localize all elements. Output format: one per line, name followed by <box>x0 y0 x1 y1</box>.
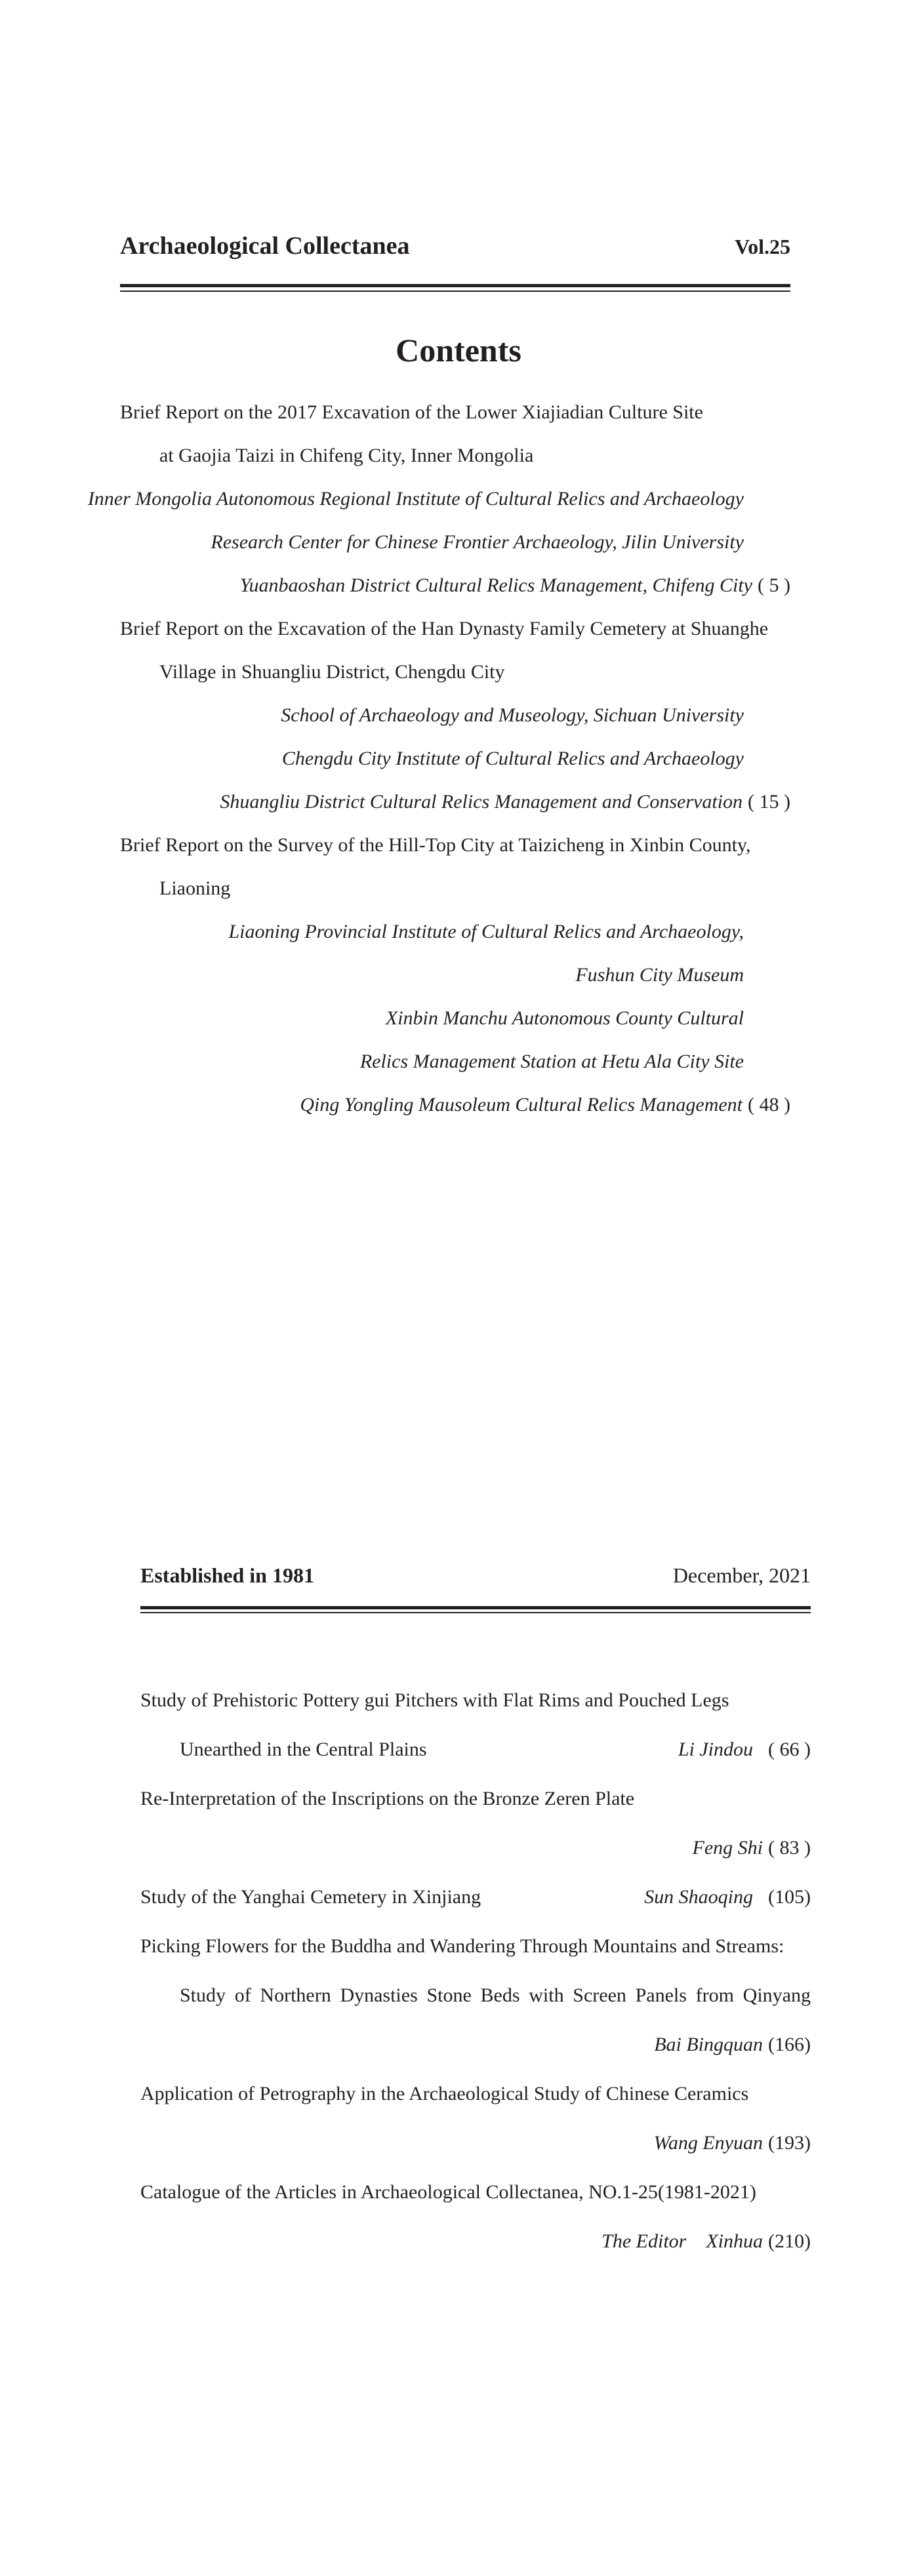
header-rule-thick <box>120 284 790 287</box>
article-author-with-page <box>693 1835 811 1861</box>
journal-title: Archaeological Collectanea <box>120 232 410 260</box>
header-rule-thin <box>140 1612 811 1613</box>
article-author: Inner Mongolia Autonomous Regional Institute of Cultural Relics and Archaeology <box>87 488 744 510</box>
page-number: (166) <box>768 2034 811 2055</box>
article-title-continued: Village in Shuangliu District, Chengdu City <box>159 661 505 683</box>
article-title: Re-Interpretation of the Inscriptions on the Bronze Zeren Plate <box>140 1788 635 1809</box>
page-number: ( 48 ) <box>748 1094 790 1116</box>
article-title: Picking Flowers for the Buddha and Wandering Through Mountains and Streams: <box>140 1935 785 1957</box>
article-author: Feng Shi <box>692 1837 764 1859</box>
article-title-continued: Liaoning <box>159 877 231 899</box>
page-number: ( 15 ) <box>748 791 790 813</box>
established-year: Established in 1981 <box>140 1563 314 1587</box>
article-title: Brief Report on the 2017 Excavation of the Lower Xiajiadian Culture Site <box>120 401 703 423</box>
page-number: (193) <box>768 2132 811 2154</box>
header-rule-thin <box>120 291 790 292</box>
article-author: Relics Management Station at Hetu Ala City Site <box>359 1051 744 1072</box>
page-number: ( 83 ) <box>768 1837 811 1859</box>
article-author: Li Jindou <box>678 1739 754 1760</box>
article-author: School of Archaeology and Museology, Sichuan University <box>281 704 744 726</box>
page-number: ( 66 ) <box>768 1739 811 1760</box>
article-author-with-page <box>601 2228 811 2255</box>
article-title: Study of the Yanghai Cemetery in Xinjiang <box>140 1886 481 1908</box>
article-title: Catalogue of the Articles in Archaeological Collectanea, NO.1-25(1981-2021) <box>140 2181 756 2203</box>
article-title: Study of Prehistoric Pottery gui Pitchers with Flat Rims and Pouched Legs <box>140 1689 729 1711</box>
article-author: The Editor Xinhua <box>601 2230 764 2252</box>
article-title-author-row <box>140 1884 811 1910</box>
page2-header <box>140 1563 811 1596</box>
article-title-author-row <box>180 1737 811 1763</box>
issue-date: December, 2021 <box>672 1563 811 1587</box>
article-author: Bai Bingquan <box>654 2034 764 2055</box>
article-author-with-page: Shuangliu District Cultural Relics Management and Conservation ( 15 ) <box>220 789 790 815</box>
article-author: Sun Shaoqing <box>644 1886 754 1908</box>
contents-heading: Contents <box>396 332 521 369</box>
volume-number: Vol.25 <box>734 235 790 258</box>
article-author: Fushun City Museum <box>575 964 744 986</box>
article-title: Brief Report on the Survey of the Hill-Top City at Taizicheng in Xinbin County, <box>120 834 751 856</box>
article-author: Xinbin Manchu Autonomous County Cultural <box>385 1007 744 1029</box>
page-number: (210) <box>768 2230 811 2252</box>
article-title: Application of Petrography in the Archaeological Study of Chinese Ceramics <box>140 2083 749 2104</box>
page1-header <box>120 231 790 264</box>
article-author: Chengdu City Institute of Cultural Relics and Archaeology <box>281 748 744 769</box>
article-author-with-page: Qing Yongling Mausoleum Cultural Relics Management ( 48 ) <box>300 1092 790 1118</box>
article-author-with-page: Yuanbaoshan District Cultural Relics Management, Chifeng City ( 5 ) <box>240 573 790 599</box>
article-title-continued: Study of Northern Dynasties Stone Beds with Screen Panels from Qinyang <box>180 1984 811 2006</box>
article-title-continued: Unearthed in the Central Plains <box>180 1739 427 1760</box>
article-author: Wang Enyuan <box>653 2132 764 2154</box>
header-rule-thick <box>140 1606 811 1609</box>
article-author: Liaoning Provincial Institute of Cultural Relics and Archaeology, <box>228 921 744 942</box>
article-author-with-page <box>654 2032 811 2058</box>
article-author-with-page <box>654 2130 811 2156</box>
article-author: Research Center for Chinese Frontier Archaeology, Jilin University <box>211 531 744 553</box>
article-title-continued: at Gaojia Taizi in Chifeng City, Inner Mongolia <box>159 445 534 466</box>
page-number: (105) <box>768 1886 811 1908</box>
page-number: ( 5 ) <box>758 574 790 596</box>
contents-page-2 <box>0 1288 917 2576</box>
article-title: Brief Report on the Excavation of the Han Dynasty Family Cemetery at Shuanghe <box>120 618 769 639</box>
